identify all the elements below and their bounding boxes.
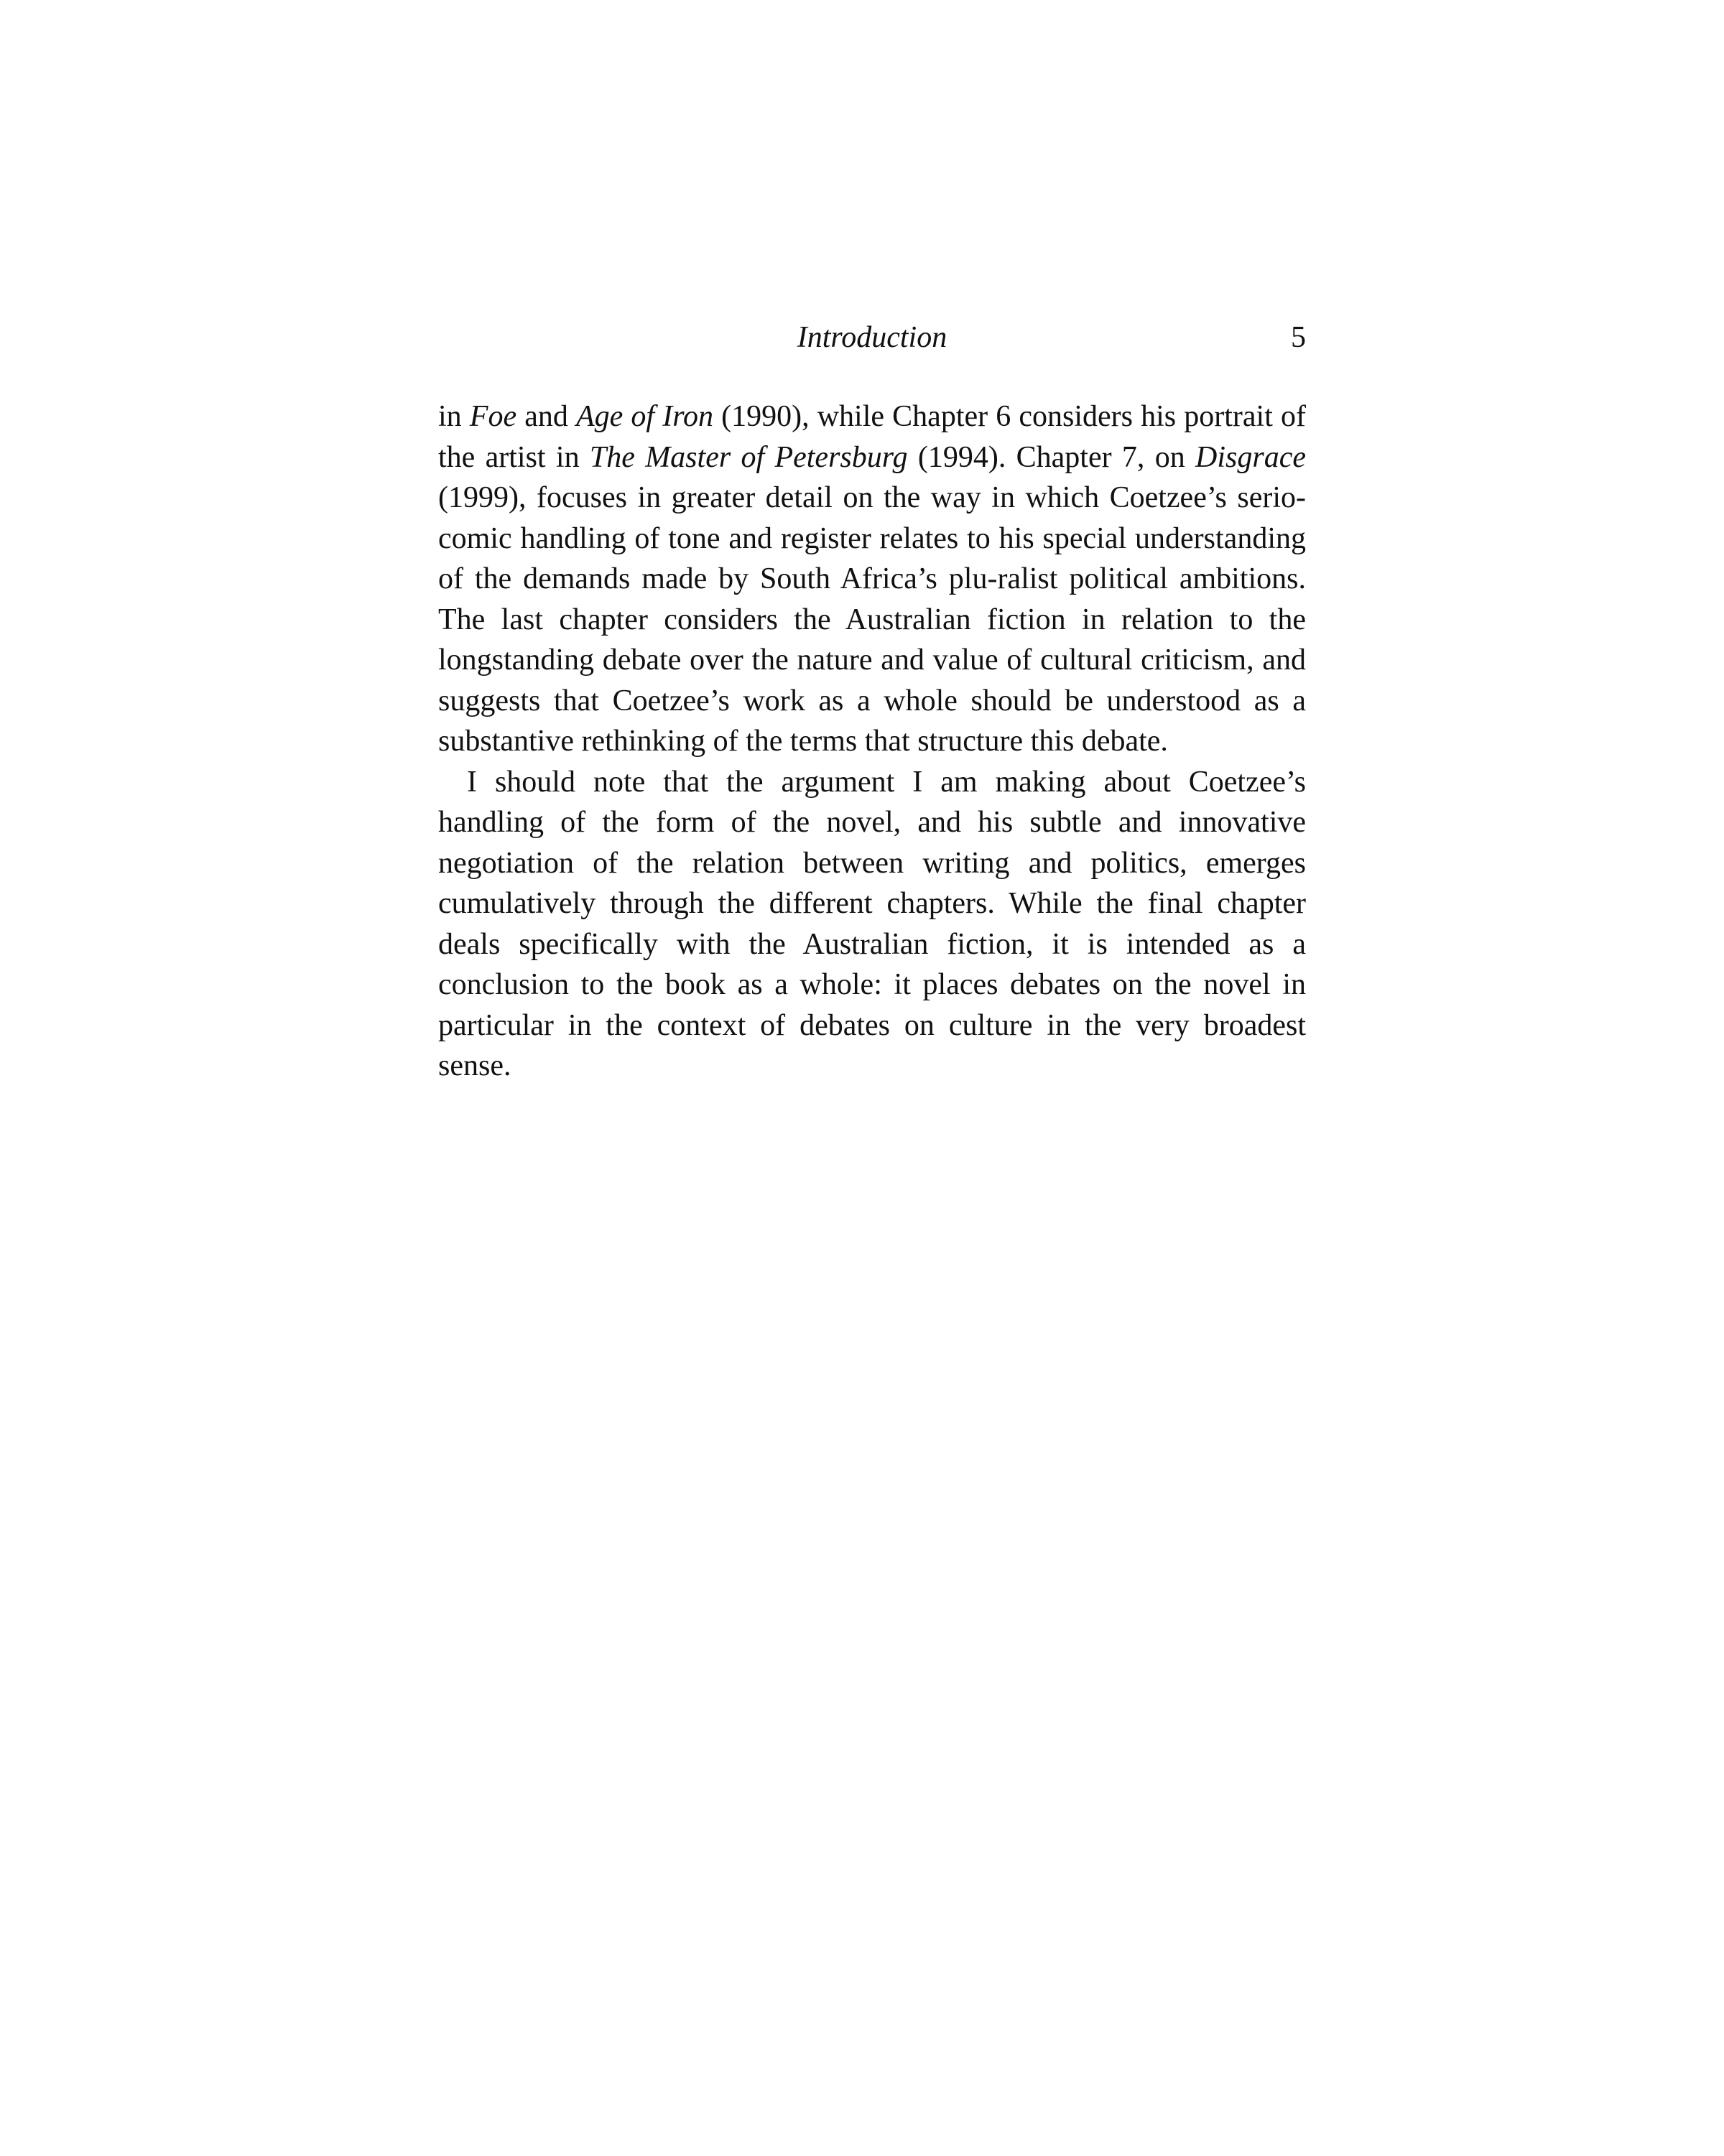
book-title-foe: Foe bbox=[469, 400, 517, 433]
book-title-age-of-iron: Age of Iron bbox=[576, 400, 713, 433]
running-head bbox=[438, 316, 1306, 359]
text-segment: (1994). Chapter 7, on bbox=[907, 440, 1195, 474]
text-segment: in bbox=[438, 400, 470, 433]
text-segment: and bbox=[516, 400, 576, 433]
book-title-master-of-petersburg: The Master of Petersburg bbox=[589, 440, 908, 474]
running-head-title: Introduction bbox=[797, 321, 947, 354]
text-segment: (1990), while Chapter 6 considers his portrait of the artist in bbox=[438, 400, 1306, 474]
book-title-disgrace: Disgrace bbox=[1195, 440, 1306, 474]
paragraph-1 bbox=[438, 396, 1306, 762]
page-number: 5 bbox=[1291, 321, 1306, 354]
text-segment: I should note that the argument I am making about Coetzee’s handling of the form of the novel, and his subtle and innovative negotiation of the relation between writing and politics, emerges cumulatively through the different chapters. While the final chapter deals specifically with the Australian fiction, it is intended as a conclusion to the book as a whole: it places debates on the novel in particular in the context of debates on culture in the very broadest sense. bbox=[438, 765, 1306, 1082]
text-segment: (1999), focuses in greater detail on the way in which Coetzee’s serio-comic handling of tone and register relates to his special understanding of the demands made by South Africa’s plu-ralist political ambitions. The last chapter considers the Australian fiction in relation to the longstanding debate over the nature and value of cultural criticism, and suggests that Coetzee’s work as a whole should be understood as a substantive rethinking of the terms that structure this debate. bbox=[438, 481, 1306, 758]
paragraph-2 bbox=[438, 762, 1306, 1087]
book-page bbox=[438, 316, 1306, 1087]
body-text bbox=[438, 396, 1306, 1087]
